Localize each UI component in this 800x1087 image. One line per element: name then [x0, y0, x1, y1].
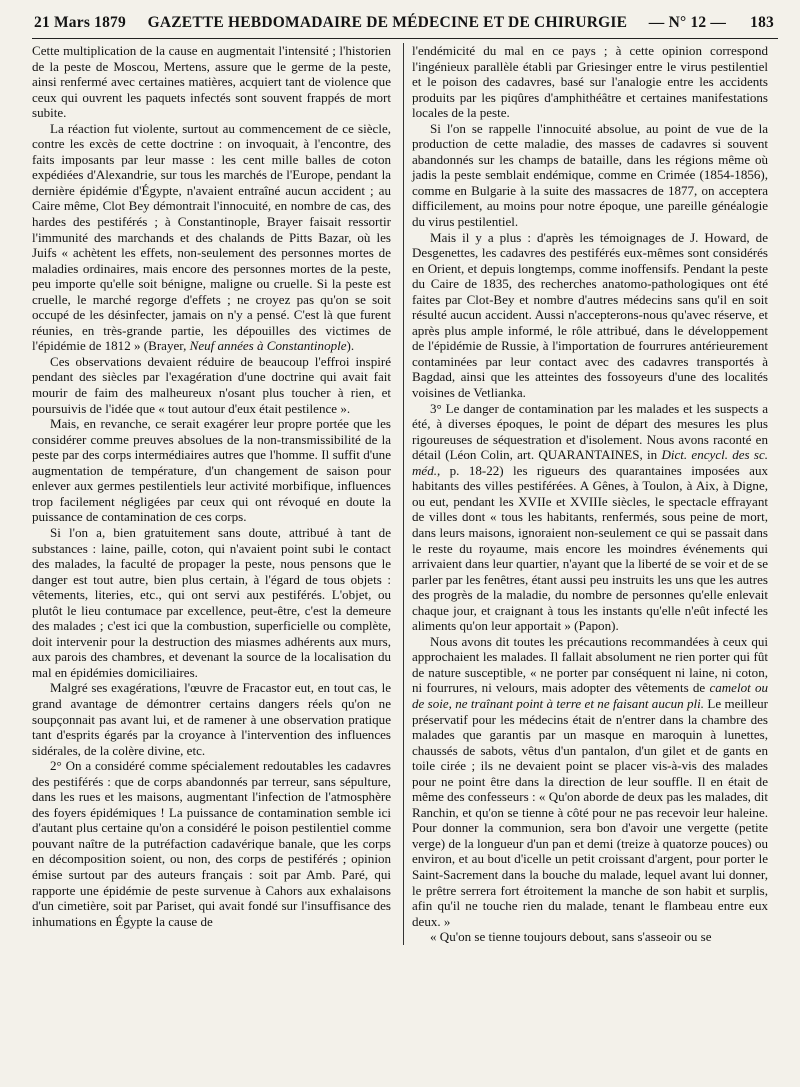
- paragraph: Mais il y a plus : d'après les témoignages de J. Howard, de Desgenettes, les cadavres des pestiférés eux-mêmes sont considérés en Orient, et depuis longtemps, comme inoffensifs. Pendant la peste du Caire de 1835, des recherches anatomo-pathologiques ont été faites par Clot-Bey et nombre d'autres médecins sans qu'il en soit résulté aucun accident. Aussi n'accepterons-nous qu'avec réserve, et après plus ample informé, le rôle attribué, dans le développement de l'épidémie de Russie, à l'importation de fourrures antérieurement contaminées par leur contact avec des cadavres transportés à Bagdad, ainsi que les atteintes des fossoyeurs d'une des localités voisines de Vetlianka.: [412, 229, 768, 401]
- page-number: 183: [750, 14, 774, 31]
- issue-and-page: [649, 14, 774, 32]
- paragraph: [412, 401, 768, 634]
- paragraph: Mais, en revanche, ce serait exagérer leur propre portée que les considérer comme preuves absolues de la non-transmissibilité de la peste par des corps intermédiaires autres que l'homme. Il suffit d'une augmentation de température, d'un changement de saison pour enlever aux germes pestilentiels leur activité morbifique, influences trop facilement négligées par ceux qui ont révoqué en doute la puissance de contamination de ces corps.: [32, 416, 391, 525]
- left-column: [32, 43, 397, 945]
- paragraph: 2° On a considéré comme spécialement redoutables les cadavres des pestiférés : que de corps abandonnés par terreur, sans sépulture, dans les rues et les maisons, augmentant l'infection de l'atmosphère des foyers épidémiques ! La puissance de contamination semble ici d'autant plus certaine qu'on a considéré le poison pestilentiel comme pouvant naître de la putréfaction cadavérique banale, que les corps en décomposition soient, ou non, des corps de pestiférés ; opinion émise surtout par des auteurs français : soit par Amb. Paré, qui rapporte une épidémie de peste survenue à Cahors aux exhalaisons d'un cimetière, soit par Pariset, qui avait fondé sur l'insuffisance des inhumations en Égypte la cause de: [32, 758, 391, 929]
- paragraph-text: ).: [346, 338, 355, 354]
- paragraph-text: Le meilleur préservatif pour les médecins était de n'entrer dans la chambre des malades que garantis par un masque en maroquin à lunettes, chaussés de sabots, vêtus d'un pantalon, d'un gilet et de gants en toile cirée ; ils ne devaient point se placer vis-à-vis des malades pour ne point être dans la direction de leur souffle. Il en était de même des confesseurs : « Qu'on aborde de deux pas les malades, dit Ranchin, et qu'on se tienne à côté pour ne pas recevoir leur haleine. Pour donner la communion, sera bon d'avoir une vergette (petite verge) de la longueur d'un pan et demi (treize à quatorze pouces) ou environ, et au bout d'icelle un petit croissant d'argent, pour porter le Saint-Sacrement dans la bouche du malade, lequel avant lui donner, le prêtre serrera fort étroitement la manche de son habit et surplis, afin qu'il ne touche rien du malade, tenant le flambeau entre eux deux. »: [412, 695, 768, 929]
- paragraph: « Qu'on se tienne toujours debout, sans s'asseoir ou se: [430, 929, 712, 945]
- paragraph-text: 3° Le danger de contamination par les malades et les suspects a été, à diverses époques, le point de départ des mesures les plus rigoureuses de séquestration et d'isolement. Nous avons raconté en détail (Léon Colin, art. QUARANTAINES, in: [412, 400, 768, 463]
- emphasis-text: camelot ou de soie, ne traînant point à terre et ne faisant aucun pli.: [412, 680, 769, 711]
- paragraph: [412, 634, 768, 929]
- paragraph-text: Nous avons dit toutes les précautions recommandées à ceux qui approchaient les malades. Il fallait absolument ne rien porter qui fût de nature susceptible, « ne porter par conséquent ni laine, ni coton, ni fourrures, ni velours, mais adopter des vêtements de: [412, 633, 768, 696]
- book-title: Neuf années à Constantinople: [189, 338, 347, 354]
- paragraph-text: La réaction fut violente, surtout au commencement de ce siècle, contre les excès de cette doctrine : on invoquait, à l'encontre, des faits imposants par leur masse : les cent mille balles de coton expédiées d'Alexandrie, sur tous les marchés de l'Europe, pendant la dernière épidémie d'Égypte, n'avaient entraîné aucun accident ; au Caire même, Clot Bey démontrait l'innocuité, en nombre de cas, des hardes des pestiférés ; à Constantinople, Brayer faisait ressortir l'immunité des marchands et des chalands de Pitts Bazar, où les Juifs « achètent les effets, non-seulement des personnes mortes de maladies ordinaires, mais encore des personnes mortes de la peste, peu importe qu'elle soit bénigne, maligne ou cruelle. Si la peste est cruelle, le marché regorge d'effets ; ne croyez pas qu'on se soit occupé de les désinfecter, jamais on n'y a pensé. C'est là que furent réunies, en très-grande partie, les dépouilles des victimes de l'épidémie de 1812 » (Brayer,: [32, 120, 391, 354]
- right-column: [403, 43, 768, 945]
- reference-title: Dict. encycl. des sc. méd.: [412, 447, 769, 478]
- paragraph: Cette multiplication de la cause en augmentait l'intensité ; l'historien de la peste de Moscou, Mertens, assure que le germe de la peste, ainsi renfermé avec certaines matières, acquiert tant de violence que ceux qui ouvrent les paquets infectés sont souvent frappés de mort subite.: [32, 43, 391, 121]
- issue-date: 21 Mars 1879: [34, 14, 126, 31]
- paragraph: Ces observations devaient réduire de beaucoup l'effroi inspiré pendant des siècles par l'exagération d'une doctrine qui avait fait mourir de faim des malheureux n'osant plus toucher à rien, et poursuivis de l'idée que « tout autour d'eux était pestilence ».: [32, 353, 391, 416]
- paragraph: Si l'on a, bien gratuitement sans doute, attribué à tant de substances : laine, paille, coton, qui n'avaient point subi le contact des malades, la faculté de propager la peste, nous pensons que le danger est tout autre, bien plus certain, à l'égard de tous objets : vêtements, literies, etc., qui ont servi aux pestiférés. L'objet, ou plutôt le lieu contumace par excellence, peut-être, c'est la demeure des malades ; c'est ici que la combustion, superficielle ou complète, doit intervenir pour la destruction des miasmes adhérents aux murs, aux parois des chambres, et devenant la source de la localisation du mal en épidémies domiciliaires.: [32, 524, 391, 680]
- article-columns: [32, 43, 778, 945]
- paragraph: Si l'on se rappelle l'innocuité absolue, au point de vue de la production de cette maladie, des masses de cadavres si souvent abandonnés sur les champs de bataille, dans les régions même où jadis la peste semblait endémique, comme en Crimée (1854-1856), comme en Bulgarie à la suite des massacres de 1877, on acceptera difficilement, au moins pour notre époque, une pareille généalogie du virus pestilentiel.: [412, 120, 768, 230]
- paragraph-text: , p. 18-22) les rigueurs des quarantaines imposées aux habitants des villes pestiférées. A Gênes, à Toulon, à Aix, à Digne, ou eut, pendant les XVIIe et XVIIIe siècles, le spectacle effrayant de villes dont « tous les habitants, renfermés, sous peine de mort, dans leurs maisons, ignoraient non-seulement ce qui se passait dans le reste du royaume, mais encore les moindres événements qui arrivaient dans leur quartier, n'ayant que la liberté de se voir et de se parler par les fenêtres, étant aussi peu instruits les uns que les autres des progrès de la maladie, du nombre de personnes qu'elle enlevait chaque jour, et craignant à tous les instants qu'elle n'eût infecté les aliments qu'on leur apportait » (Papon).: [412, 462, 768, 634]
- paragraph: l'endémicité du mal en ce pays ; à cette opinion correspond l'ingénieux parallèle établi par Griesinger entre le virus pestilentiel et le poison des cadavres, basé sur l'analogie entre les accidents produits par les piqûres d'amphithéâtre et certaines manifestations locales de la peste.: [412, 43, 768, 121]
- paragraph: [32, 121, 391, 354]
- journal-title: GAZETTE HEBDOMADAIRE DE MÉDECINE ET DE CHIRURGIE: [147, 14, 628, 31]
- paragraph: Malgré ses exagérations, l'œuvre de Fracastor eut, en tout cas, le grand avantage de démontrer certains dangers réels qu'on ne soupçonnait pas avant lui, et de ramener à une observation pratique tant d'esprits égarés par la croyance à l'intervention des influences sidérales, de la colère divine, etc.: [32, 680, 391, 758]
- issue-number: — N° 12 —: [648, 14, 727, 31]
- page-header: [32, 8, 778, 39]
